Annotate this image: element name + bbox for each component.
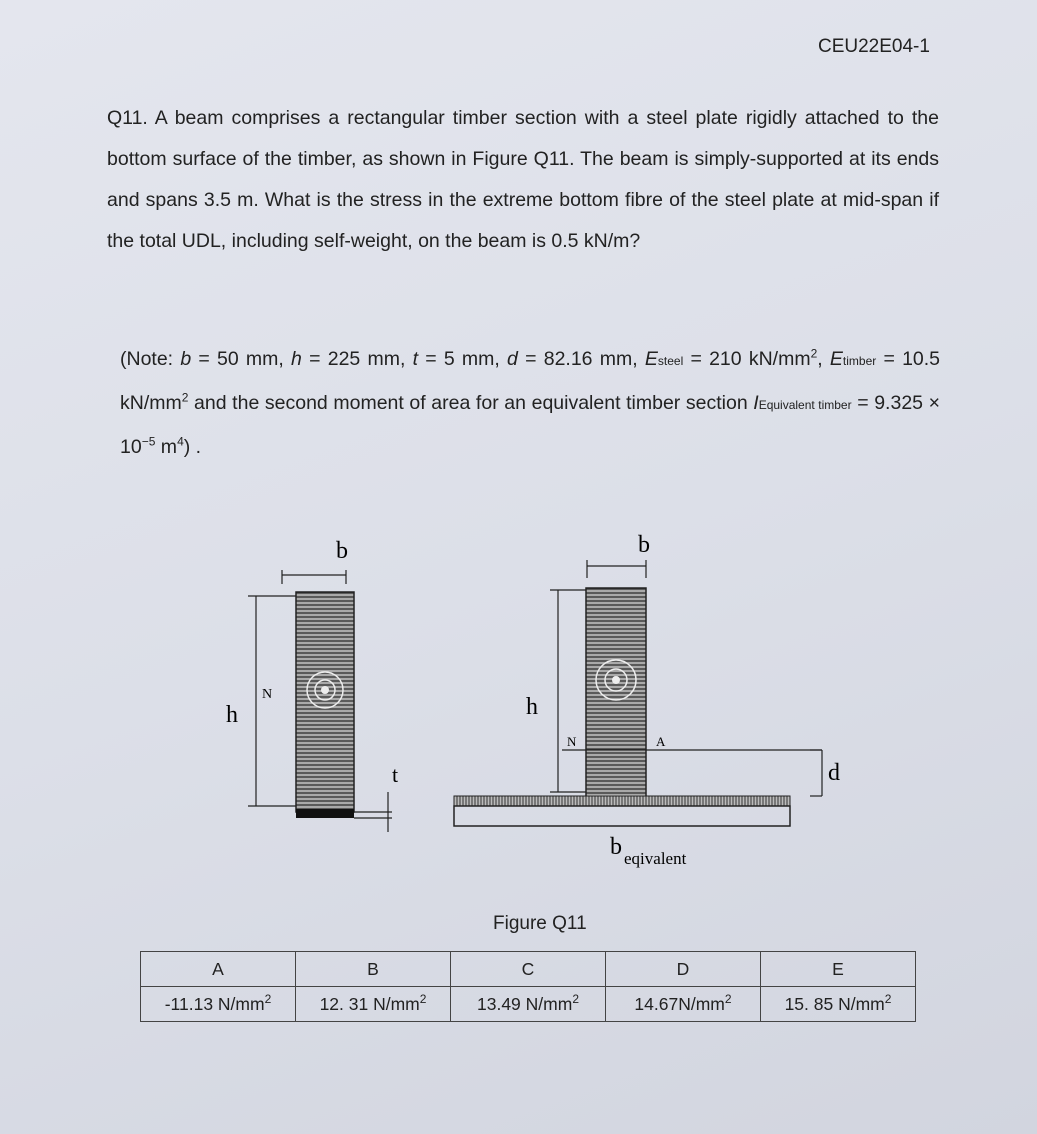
option-letters-row bbox=[141, 952, 916, 987]
option-value-d: $14.67N/mm^2$ bbox=[606, 987, 761, 1022]
option-value-a: -11.13 $N/mm^2$ bbox=[141, 987, 296, 1022]
left-section-drawing bbox=[226, 538, 398, 832]
option-value-b: 12. 31 $N/mm^2$ bbox=[296, 987, 451, 1022]
option-letter-e: E bbox=[761, 952, 916, 987]
right-plate-outline bbox=[454, 806, 790, 826]
left-t-label: t bbox=[392, 762, 399, 787]
figure-q11 bbox=[210, 520, 860, 880]
option-letter-a: A bbox=[141, 952, 296, 987]
right-b-label: b bbox=[638, 532, 650, 558]
option-values-row bbox=[141, 987, 916, 1022]
figure-caption: Figure Q11 bbox=[493, 913, 587, 934]
option-letter-d: D bbox=[606, 952, 761, 987]
right-a-label: A bbox=[656, 734, 666, 749]
question-note: (Note: b = 50 mm, h = 225 mm, t = 5 mm, d = 82.16 mm, Esteel = 210 $kN/mm^2$, Etimber = 10.5 $kN/mm^2$ and the second moment of area for an equivalent timber section IEquivalent timber = $9.325 \times 10^{-5}$ $m^4$) . bbox=[120, 346, 941, 458]
left-b-label: b bbox=[336, 538, 348, 564]
right-timber bbox=[586, 588, 646, 802]
option-letter-c: C bbox=[451, 952, 606, 987]
left-timber bbox=[296, 592, 354, 812]
right-h-label: h bbox=[526, 694, 538, 720]
option-value-e: 15. 85 $N/mm^2$ bbox=[761, 987, 916, 1022]
question-text: Q11. A beam comprises a rectangular timber section with a steel plate rigidly attached to the bottom surface of the timber, as shown in Figure Q11. The beam is simply-supported at its ends and spans 3.5 m. What is the stress in the extreme bottom fibre of the steel plate at mid-span if the total UDL, including self-weight, on the beam is 0.5 kN/m? bbox=[107, 107, 939, 252]
right-d-label: d bbox=[828, 760, 840, 786]
left-h-label: h bbox=[226, 702, 238, 728]
answer-options-table bbox=[140, 951, 916, 1022]
left-steel-plate bbox=[296, 809, 354, 818]
right-beq-label: b bbox=[610, 834, 622, 860]
right-beq-subscript: eqivalent bbox=[624, 849, 687, 868]
right-n-label: N bbox=[567, 734, 577, 749]
option-value-c: 13.49 $N/mm^2$ bbox=[451, 987, 606, 1022]
right-transformed-plate bbox=[454, 796, 790, 806]
right-section-drawing bbox=[454, 532, 840, 868]
exam-code: CEU22E04-1 bbox=[818, 36, 930, 57]
left-n-label: N bbox=[262, 687, 273, 702]
option-letter-b: B bbox=[296, 952, 451, 987]
